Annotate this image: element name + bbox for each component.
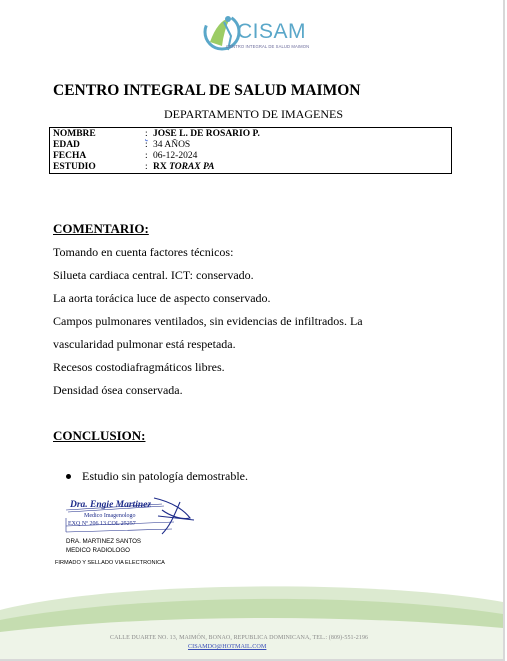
department-name: DEPARTAMENTO DE IMAGENES (164, 107, 343, 121)
study-date-value: 06-12-2024 (153, 151, 198, 161)
patient-info-box (49, 127, 452, 174)
patient-name-value: JOSE L. DE ROSARIO P. (153, 129, 260, 139)
field-colon: : (145, 162, 148, 172)
footer-address: CALLE DUARTE NO. 13, MAIMÓN, BONAO, REPUBLICA DOMINICANA, TEL.: (809)-551-2196 (110, 635, 369, 641)
bullet-icon (66, 474, 71, 479)
conclusion-item (66, 469, 248, 484)
field-label: FECHA (53, 151, 87, 161)
field-colon: : (145, 140, 148, 150)
field-label: EDAD (53, 140, 80, 150)
conclusion-item-text: Estudio sin patología demostrable. (82, 469, 248, 483)
doctor-title: MEDICO RADIOLOGO (66, 547, 130, 554)
field-label: ESTUDIO (53, 162, 96, 172)
comentario-line: Densidad ósea conservada. (53, 383, 183, 397)
field-colon: : (145, 151, 148, 161)
study-type-value (153, 162, 214, 173)
study-italic: TORAX PA (169, 162, 215, 172)
document-title: CENTRO INTEGRAL DE SALUD MAIMON (53, 82, 361, 99)
comentario-heading: COMENTARIO: (53, 221, 149, 236)
cisam-logo (200, 10, 320, 58)
doctor-name: DRA. MARTINEZ SANTOS (66, 538, 142, 545)
patient-age-value: 34 AÑOS (153, 140, 191, 150)
stamp-registration: EXQ Nº 206 13 COL 25257 (68, 521, 136, 527)
footer-email-link[interactable]: CISAMDO@HOTMAIL.COM (188, 643, 267, 650)
doctor-stamp (62, 496, 202, 536)
study-prefix: RX (153, 162, 170, 172)
logo-wordmark: CISAM (237, 20, 307, 43)
comentario-line: La aorta torácica luce de aspecto conservado. (53, 291, 271, 305)
field-label: NOMBRE (53, 129, 96, 139)
comentario-line: Recesos costodiafragmáticos libres. (53, 360, 225, 374)
field-colon: : (145, 129, 148, 139)
comentario-line: vascularidad pulmonar está respetada. (53, 337, 236, 351)
comentario-line: Tomando en cuenta factores técnicos: (53, 245, 234, 259)
comentario-line: Campos pulmonares ventilados, sin evidencias de infiltrados. La (53, 314, 363, 328)
conclusion-heading: CONCLUSION: (53, 428, 146, 443)
stamp-doctor-name: Dra. Engie Martinez (70, 500, 152, 510)
electronic-signature-note: FIRMADO Y SELLADO VIA ELECTRONICA (55, 560, 165, 566)
logo-subtitle: CENTRO INTEGRAL DE SALUD MAIMON (226, 44, 310, 49)
stamp-role: Medico Imagenologo (84, 513, 136, 519)
conclusion-list (66, 469, 248, 484)
comentario-line: Silueta cardiaca central. ICT: conservado. (53, 268, 254, 282)
